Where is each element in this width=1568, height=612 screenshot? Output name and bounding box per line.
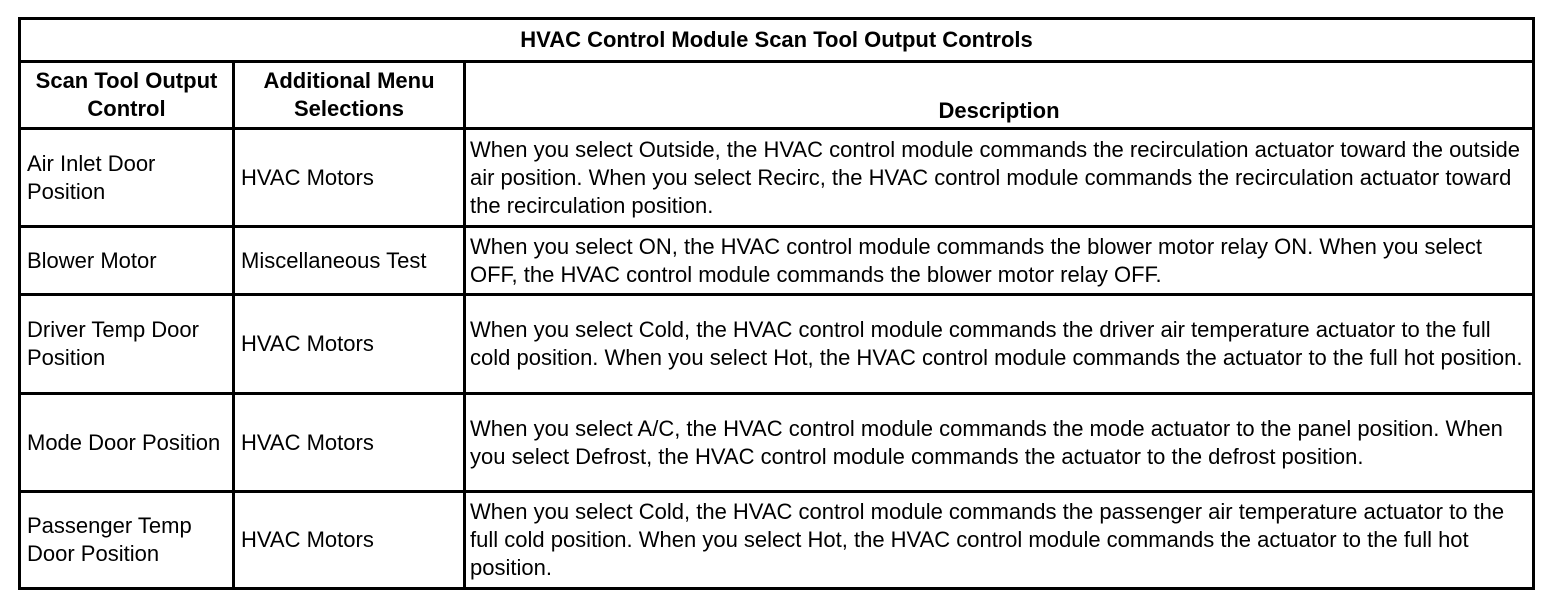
header-menu-selections: Additional Menu Selections xyxy=(234,62,465,129)
table-title-row xyxy=(20,19,1534,62)
output-control-cell: Blower Motor xyxy=(20,227,234,295)
description-cell: When you select A/C, the HVAC control module commands the mode actuator to the panel position. When you select Defrost, the HVAC control module commands the actuator to the defrost position. xyxy=(465,394,1534,492)
header-description: Description xyxy=(465,62,1534,129)
menu-selection-cell: HVAC Motors xyxy=(234,129,465,227)
table-row xyxy=(20,227,1534,295)
menu-selection-cell: HVAC Motors xyxy=(234,492,465,589)
output-control-cell: Passenger Temp Door Position xyxy=(20,492,234,589)
menu-selection-cell: HVAC Motors xyxy=(234,394,465,492)
table-row xyxy=(20,394,1534,492)
table-title: HVAC Control Module Scan Tool Output Controls xyxy=(20,19,1534,62)
hvac-output-controls-table xyxy=(18,17,1535,590)
table-row xyxy=(20,295,1534,394)
description-cell: When you select Cold, the HVAC control module commands the passenger air temperature actuator to the full cold position. When you select Hot, the HVAC control module commands the actuator to the full hot position. xyxy=(465,492,1534,589)
table-row xyxy=(20,129,1534,227)
output-control-cell: Mode Door Position xyxy=(20,394,234,492)
table-header-row xyxy=(20,62,1534,129)
description-cell: When you select ON, the HVAC control module commands the blower motor relay ON. When you select OFF, the HVAC control module commands the blower motor relay OFF. xyxy=(465,227,1534,295)
header-output-control: Scan Tool Output Control xyxy=(20,62,234,129)
menu-selection-cell: Miscellaneous Test xyxy=(234,227,465,295)
menu-selection-cell: HVAC Motors xyxy=(234,295,465,394)
table-row xyxy=(20,492,1534,589)
output-control-cell: Driver Temp Door Position xyxy=(20,295,234,394)
description-cell: When you select Cold, the HVAC control module commands the driver air temperature actuator to the full cold position. When you select Hot, the HVAC control module commands the actuator to the full hot position. xyxy=(465,295,1534,394)
output-control-cell: Air Inlet Door Position xyxy=(20,129,234,227)
description-cell: When you select Outside, the HVAC control module commands the recirculation actuator toward the outside air position. When you select Recirc, the HVAC control module commands the recirculation actuator toward the recirculation position. xyxy=(465,129,1534,227)
